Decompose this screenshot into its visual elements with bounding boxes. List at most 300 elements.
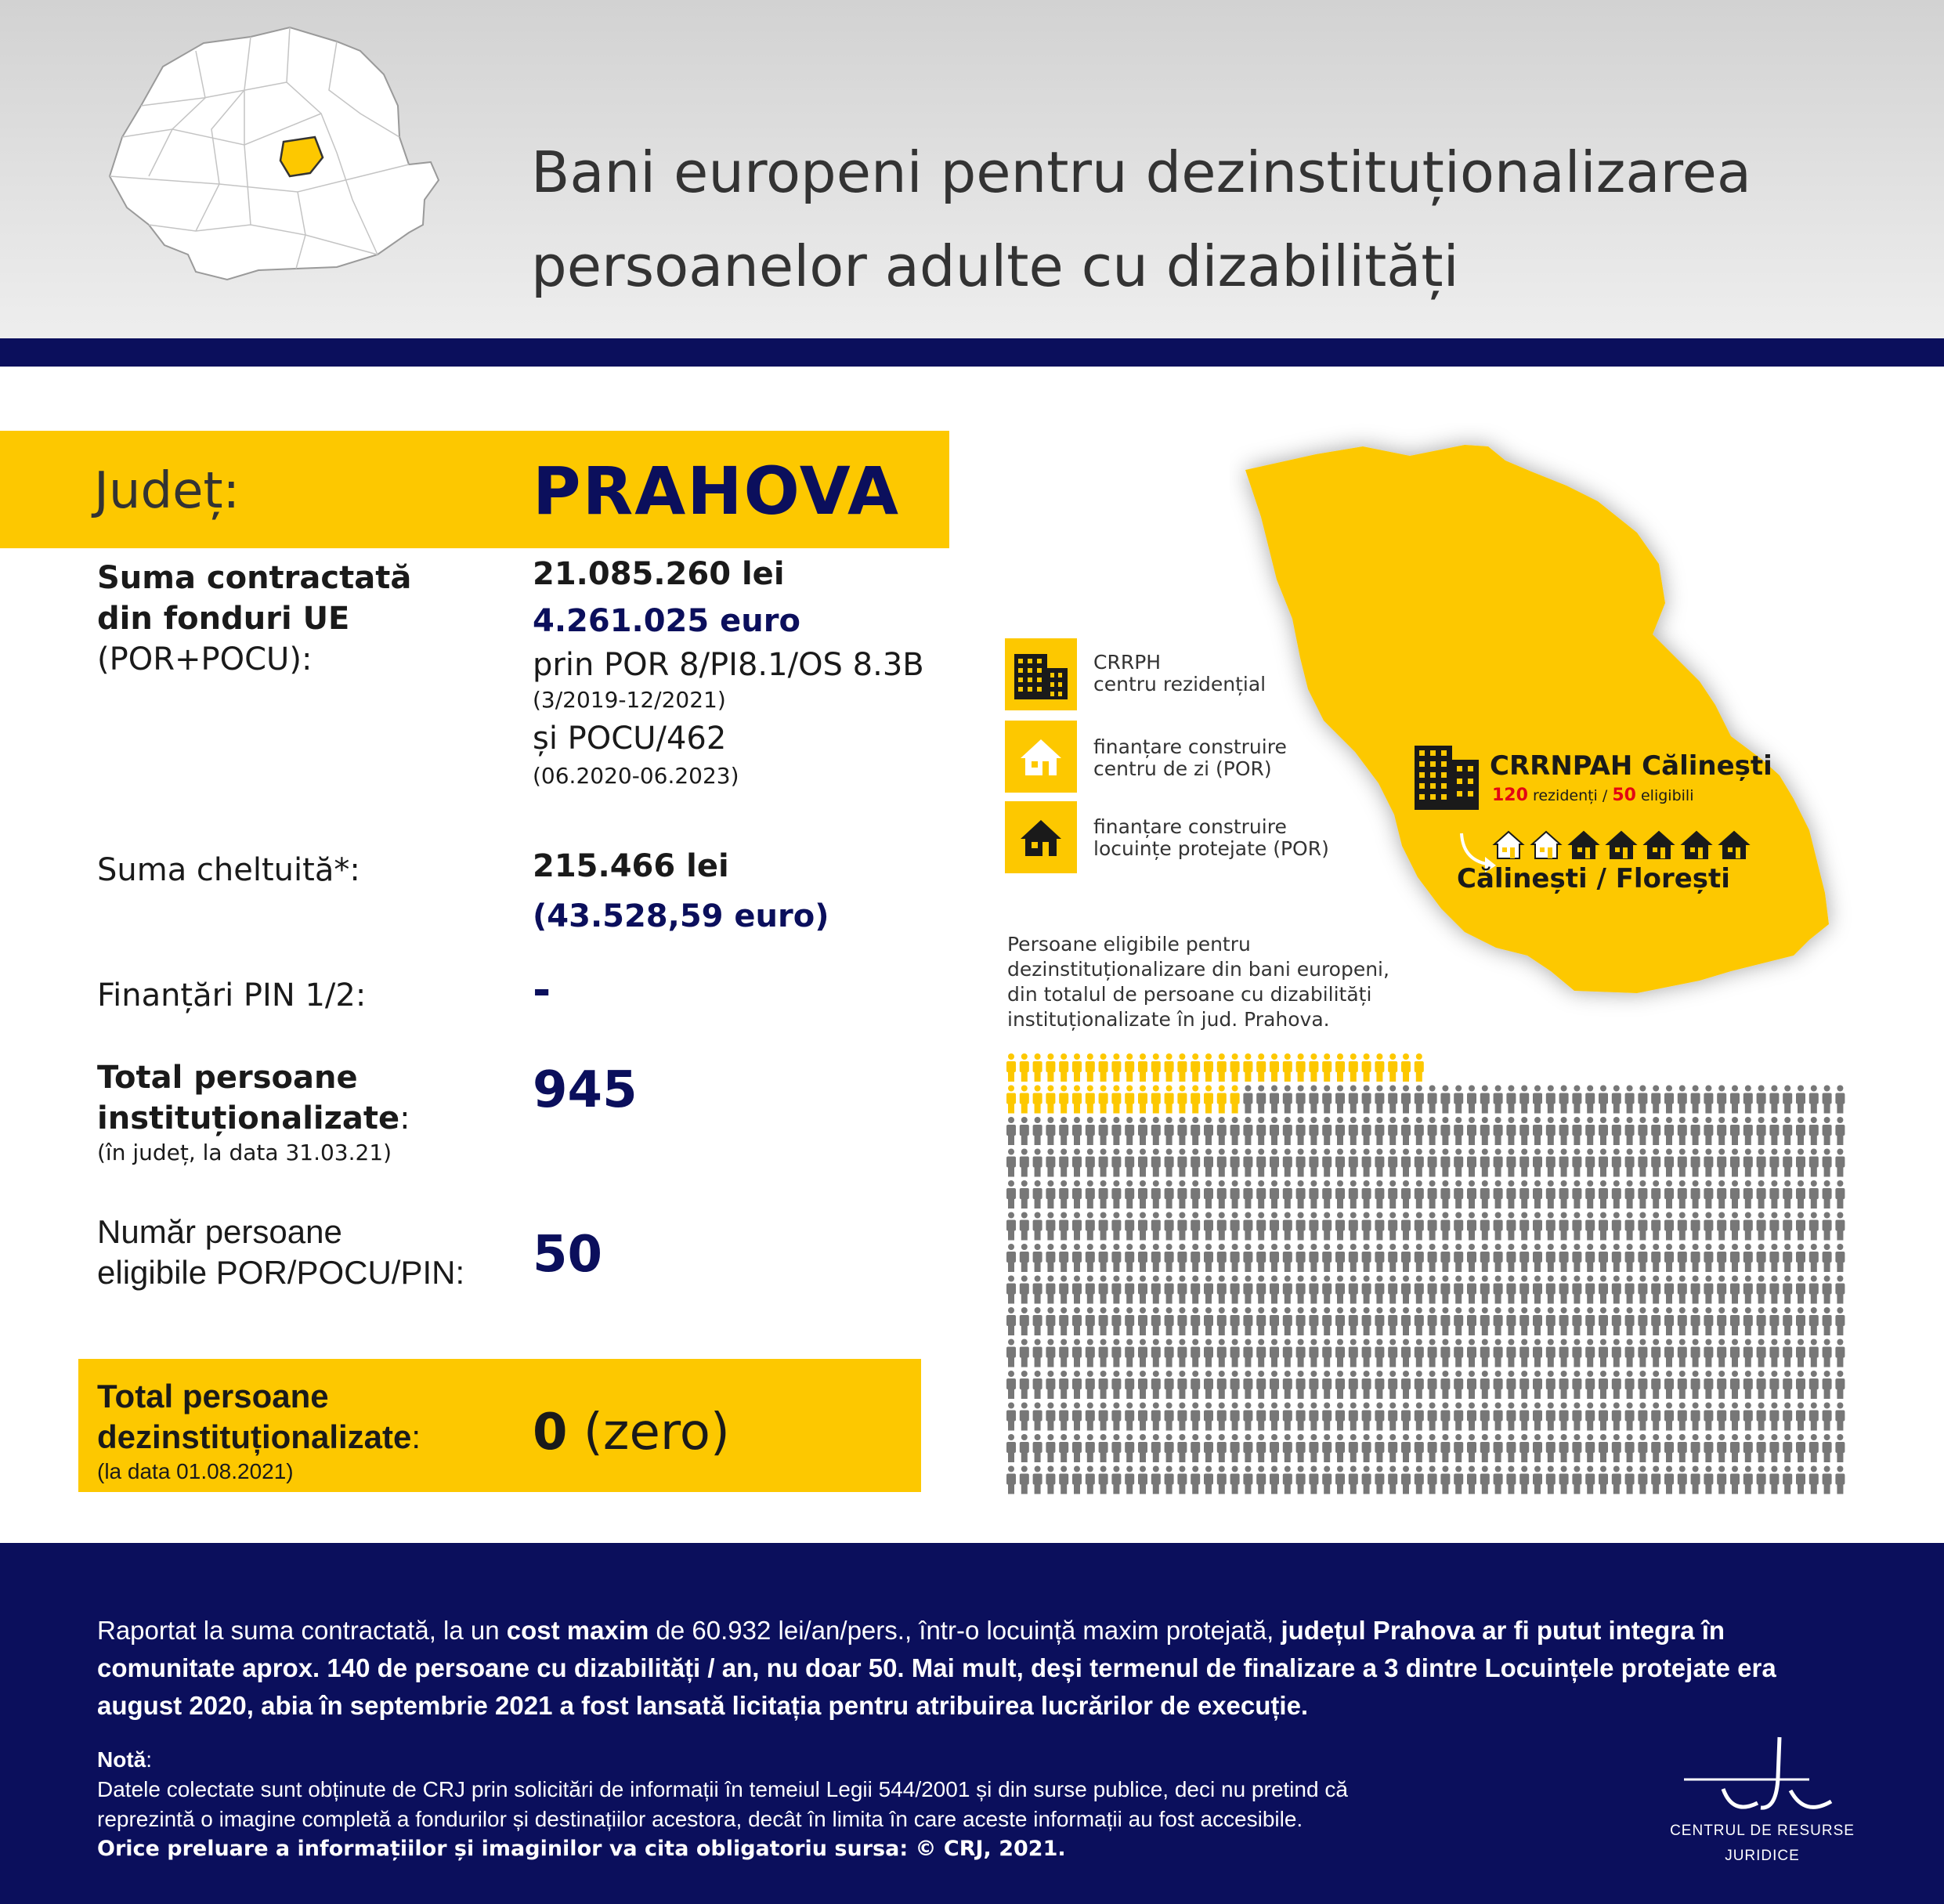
person xyxy=(1296,1244,1306,1272)
person xyxy=(1283,1149,1292,1177)
romania-map xyxy=(102,20,446,302)
person xyxy=(1823,1117,1832,1145)
legend-text-protected-housing: finanțare construire locuințe protejate (POR) xyxy=(1093,815,1329,860)
person xyxy=(1533,1339,1542,1367)
person xyxy=(1783,1117,1792,1145)
person xyxy=(1506,1117,1516,1145)
person xyxy=(1086,1307,1095,1335)
person xyxy=(1480,1149,1490,1177)
person xyxy=(1191,1276,1200,1304)
person xyxy=(1625,1307,1635,1335)
person-eligible xyxy=(1230,1053,1240,1082)
person xyxy=(1480,1212,1490,1241)
person xyxy=(1111,1371,1121,1399)
person xyxy=(1572,1466,1581,1494)
person-eligible xyxy=(1191,1086,1200,1114)
person xyxy=(1204,1403,1213,1431)
person xyxy=(1796,1149,1805,1177)
person xyxy=(1691,1466,1700,1494)
person xyxy=(1533,1403,1542,1431)
person xyxy=(1072,1371,1082,1399)
person xyxy=(1177,1149,1187,1177)
person xyxy=(1256,1339,1266,1367)
person xyxy=(1783,1307,1792,1335)
person xyxy=(1559,1307,1569,1335)
person xyxy=(1335,1371,1345,1399)
person xyxy=(1191,1212,1200,1241)
person xyxy=(1559,1434,1569,1462)
person xyxy=(1651,1466,1660,1494)
person xyxy=(1835,1371,1845,1399)
person xyxy=(1256,1149,1266,1177)
person xyxy=(1533,1212,1542,1241)
person xyxy=(1309,1244,1318,1272)
person xyxy=(1349,1434,1358,1462)
person xyxy=(1835,1149,1845,1177)
person-eligible xyxy=(1191,1053,1200,1082)
person xyxy=(1612,1149,1621,1177)
person xyxy=(1612,1434,1621,1462)
person xyxy=(1809,1276,1819,1304)
person xyxy=(1322,1403,1332,1431)
person xyxy=(1678,1371,1687,1399)
person xyxy=(1506,1180,1516,1209)
person xyxy=(1033,1307,1042,1335)
person xyxy=(1533,1117,1542,1145)
person xyxy=(1651,1180,1660,1209)
person xyxy=(1033,1403,1042,1431)
person-eligible xyxy=(1086,1053,1095,1082)
person xyxy=(1243,1149,1252,1177)
person xyxy=(1428,1339,1437,1367)
person xyxy=(1270,1371,1279,1399)
person xyxy=(1809,1371,1819,1399)
person xyxy=(1138,1434,1147,1462)
person xyxy=(1362,1117,1371,1145)
title-line-1: Bani europeni pentru dezinstituționalizarea xyxy=(531,139,1751,205)
person xyxy=(1559,1149,1569,1177)
person xyxy=(1309,1180,1318,1209)
person xyxy=(1086,1403,1095,1431)
person xyxy=(1362,1466,1371,1494)
person xyxy=(1428,1307,1437,1335)
person xyxy=(1546,1307,1556,1335)
person xyxy=(1165,1403,1174,1431)
person xyxy=(1046,1180,1055,1209)
person xyxy=(1046,1244,1055,1272)
person xyxy=(1375,1244,1384,1272)
person xyxy=(1006,1149,1016,1177)
person xyxy=(1678,1117,1687,1145)
person xyxy=(1638,1244,1647,1272)
person xyxy=(1572,1434,1581,1462)
person xyxy=(1585,1371,1595,1399)
person xyxy=(1678,1339,1687,1367)
person xyxy=(1599,1244,1608,1272)
person xyxy=(1177,1339,1187,1367)
person xyxy=(1519,1086,1529,1114)
person xyxy=(1230,1244,1240,1272)
house-light-icon xyxy=(1530,829,1563,862)
person xyxy=(1823,1086,1832,1114)
person xyxy=(1230,1117,1240,1145)
person xyxy=(1059,1149,1068,1177)
person xyxy=(1454,1117,1463,1145)
person xyxy=(1349,1244,1358,1272)
person xyxy=(1533,1086,1542,1114)
person xyxy=(1678,1276,1687,1304)
person xyxy=(1704,1117,1713,1145)
person xyxy=(1296,1371,1306,1399)
person xyxy=(1783,1180,1792,1209)
person xyxy=(1796,1086,1805,1114)
person xyxy=(1809,1339,1819,1367)
person xyxy=(1546,1339,1556,1367)
person xyxy=(1415,1339,1424,1367)
person-eligible xyxy=(1322,1053,1332,1082)
person xyxy=(1743,1371,1753,1399)
person xyxy=(1165,1339,1174,1367)
person xyxy=(1138,1307,1147,1335)
person xyxy=(1440,1307,1450,1335)
person xyxy=(1020,1403,1029,1431)
person xyxy=(1769,1434,1779,1462)
person xyxy=(1046,1117,1055,1145)
person xyxy=(1111,1212,1121,1241)
person xyxy=(1270,1086,1279,1114)
person xyxy=(1428,1117,1437,1145)
county-label: Județ: xyxy=(94,462,240,520)
person xyxy=(1217,1149,1227,1177)
person xyxy=(1388,1339,1397,1367)
person-eligible xyxy=(1033,1086,1042,1114)
person xyxy=(1283,1244,1292,1272)
person xyxy=(1270,1307,1279,1335)
person xyxy=(1533,1434,1542,1462)
person xyxy=(1664,1434,1674,1462)
person xyxy=(1283,1212,1292,1241)
person xyxy=(1388,1117,1397,1145)
person xyxy=(1138,1403,1147,1431)
person xyxy=(1006,1307,1016,1335)
person xyxy=(1440,1339,1450,1367)
person xyxy=(1440,1434,1450,1462)
person xyxy=(1638,1117,1647,1145)
person xyxy=(1362,1244,1371,1272)
person xyxy=(1362,1339,1371,1367)
person xyxy=(1585,1339,1595,1367)
person xyxy=(1388,1180,1397,1209)
person xyxy=(1533,1466,1542,1494)
person xyxy=(1072,1180,1082,1209)
person xyxy=(1111,1149,1121,1177)
crj-logo-text: CENTRUL DE RESURSE JURIDICE xyxy=(1670,1823,1855,1864)
person xyxy=(1506,1403,1516,1431)
person xyxy=(1572,1403,1581,1431)
person xyxy=(1651,1339,1660,1367)
person xyxy=(1506,1244,1516,1272)
person xyxy=(1835,1117,1845,1145)
person xyxy=(1823,1149,1832,1177)
person xyxy=(1243,1403,1252,1431)
house-dark-icon xyxy=(1605,829,1638,862)
person xyxy=(1191,1180,1200,1209)
person xyxy=(1664,1180,1674,1209)
person xyxy=(1678,1244,1687,1272)
person xyxy=(1349,1117,1358,1145)
person xyxy=(1704,1339,1713,1367)
person xyxy=(1506,1339,1516,1367)
person xyxy=(1757,1307,1766,1335)
person xyxy=(1111,1307,1121,1335)
person xyxy=(1322,1307,1332,1335)
person xyxy=(1217,1307,1227,1335)
house-dark-icon xyxy=(1567,829,1600,862)
person xyxy=(1006,1276,1016,1304)
person xyxy=(1678,1466,1687,1494)
person xyxy=(1125,1371,1134,1399)
person xyxy=(1177,1244,1187,1272)
person xyxy=(1717,1149,1726,1177)
person xyxy=(1099,1180,1108,1209)
person xyxy=(1230,1276,1240,1304)
person xyxy=(1454,1212,1463,1241)
person xyxy=(1335,1180,1345,1209)
person xyxy=(1519,1117,1529,1145)
person xyxy=(1375,1307,1384,1335)
person xyxy=(1283,1339,1292,1367)
person xyxy=(1349,1086,1358,1114)
person xyxy=(1769,1180,1779,1209)
person xyxy=(1664,1276,1674,1304)
person xyxy=(1730,1403,1740,1431)
person xyxy=(1322,1212,1332,1241)
person xyxy=(1177,1466,1187,1494)
person xyxy=(1309,1434,1318,1462)
person xyxy=(1743,1086,1753,1114)
person xyxy=(1217,1180,1227,1209)
spent-label: Suma cheltuită*: xyxy=(97,852,360,888)
person xyxy=(1322,1434,1332,1462)
person xyxy=(1757,1339,1766,1367)
funding-program-1: prin POR 8/PI8.1/OS 8.3B xyxy=(533,647,924,683)
people-chart-caption: Persoane eligibile pentru dezinstituționalizare din bani europeni, din totalul de persoane cu dizabilități instituționalizate în jud. Prahova. xyxy=(1007,933,1389,1031)
person xyxy=(1046,1371,1055,1399)
person xyxy=(1428,1212,1437,1241)
person xyxy=(1585,1244,1595,1272)
person-eligible xyxy=(1349,1053,1358,1082)
person xyxy=(1559,1403,1569,1431)
legend-box-protected-housing xyxy=(1005,801,1077,873)
person xyxy=(1664,1307,1674,1335)
person xyxy=(1322,1086,1332,1114)
person xyxy=(1151,1276,1161,1304)
person xyxy=(1388,1244,1397,1272)
person xyxy=(1691,1117,1700,1145)
person xyxy=(1454,1434,1463,1462)
person xyxy=(1375,1212,1384,1241)
person xyxy=(1309,1403,1318,1431)
person xyxy=(1730,1466,1740,1494)
person xyxy=(1283,1276,1292,1304)
person xyxy=(1270,1244,1279,1272)
person xyxy=(1678,1434,1687,1462)
person xyxy=(1796,1339,1805,1367)
person xyxy=(1651,1276,1660,1304)
person xyxy=(1730,1244,1740,1272)
person xyxy=(1296,1149,1306,1177)
person xyxy=(1006,1180,1016,1209)
person xyxy=(1283,1371,1292,1399)
person xyxy=(1165,1244,1174,1272)
person xyxy=(1349,1149,1358,1177)
person xyxy=(1270,1117,1279,1145)
funding-program-1-period: (3/2019-12/2021) xyxy=(533,687,726,713)
person xyxy=(1835,1086,1845,1114)
person xyxy=(1428,1086,1437,1114)
person xyxy=(1612,1276,1621,1304)
person xyxy=(1020,1212,1029,1241)
person xyxy=(1086,1212,1095,1241)
person xyxy=(1651,1307,1660,1335)
person xyxy=(1717,1403,1726,1431)
person xyxy=(1691,1403,1700,1431)
person xyxy=(1243,1434,1252,1462)
person xyxy=(1440,1180,1450,1209)
person xyxy=(1454,1307,1463,1335)
person xyxy=(1375,1086,1384,1114)
person xyxy=(1125,1276,1134,1304)
person xyxy=(1809,1180,1819,1209)
person xyxy=(1625,1244,1635,1272)
person xyxy=(1757,1276,1766,1304)
person xyxy=(1572,1212,1581,1241)
person xyxy=(1625,1212,1635,1241)
person xyxy=(1243,1212,1252,1241)
person xyxy=(1296,1339,1306,1367)
person xyxy=(1743,1307,1753,1335)
person xyxy=(1072,1403,1082,1431)
person xyxy=(1059,1434,1068,1462)
person xyxy=(1020,1371,1029,1399)
person xyxy=(1612,1339,1621,1367)
person xyxy=(1322,1180,1332,1209)
person xyxy=(1388,1149,1397,1177)
person xyxy=(1428,1276,1437,1304)
person xyxy=(1349,1466,1358,1494)
person xyxy=(1454,1466,1463,1494)
crrnpah-building-icon xyxy=(1411,742,1482,813)
person xyxy=(1415,1371,1424,1399)
pin-label: Finanțări PIN 1/2: xyxy=(97,977,367,1013)
person xyxy=(1638,1403,1647,1431)
person xyxy=(1454,1086,1463,1114)
person-eligible xyxy=(1059,1053,1068,1082)
person xyxy=(1572,1149,1581,1177)
person xyxy=(1349,1339,1358,1367)
person xyxy=(1651,1086,1660,1114)
person xyxy=(1494,1244,1503,1272)
person xyxy=(1823,1212,1832,1241)
person xyxy=(1809,1466,1819,1494)
person xyxy=(1309,1466,1318,1494)
person xyxy=(1467,1180,1476,1209)
person xyxy=(1086,1276,1095,1304)
person xyxy=(1599,1307,1608,1335)
person xyxy=(1217,1466,1227,1494)
person xyxy=(1599,1371,1608,1399)
person xyxy=(1375,1276,1384,1304)
person xyxy=(1691,1244,1700,1272)
person xyxy=(1349,1403,1358,1431)
deinstitutionalized-value: 0 (zero) xyxy=(533,1404,730,1461)
person-eligible xyxy=(1270,1053,1279,1082)
person xyxy=(1256,1180,1266,1209)
person xyxy=(1401,1434,1411,1462)
person xyxy=(1546,1149,1556,1177)
person xyxy=(1559,1212,1569,1241)
person xyxy=(1717,1339,1726,1367)
person xyxy=(1440,1086,1450,1114)
person xyxy=(1046,1403,1055,1431)
person xyxy=(1125,1117,1134,1145)
funding-euro: 4.261.025 euro xyxy=(533,603,800,639)
person xyxy=(1230,1403,1240,1431)
person xyxy=(1651,1212,1660,1241)
person xyxy=(1651,1434,1660,1462)
person xyxy=(1480,1371,1490,1399)
person xyxy=(1769,1117,1779,1145)
person xyxy=(1757,1434,1766,1462)
person xyxy=(1138,1339,1147,1367)
person xyxy=(1691,1339,1700,1367)
person xyxy=(1743,1117,1753,1145)
person xyxy=(1585,1212,1595,1241)
person xyxy=(1322,1244,1332,1272)
person xyxy=(1217,1434,1227,1462)
person xyxy=(1151,1117,1161,1145)
person xyxy=(1506,1276,1516,1304)
footer-summary: Raportat la suma contractată, la un cost maxim de 60.932 lei/an/pers., într-o locuință maxim protejată, județul Prahova ar fi putut integra în comunitate aprox. 140 de persoane cu dizabilități / an, nu doar 50. Mai mult, deși termenul de finalizare a 3 dintre Locuințele protejate era august 2020, abia în septembrie 2021 a fost lansată licitația pentru atribuirea lucrărilor de execuție. xyxy=(97,1616,1776,1720)
person xyxy=(1296,1434,1306,1462)
person xyxy=(1046,1212,1055,1241)
person xyxy=(1585,1434,1595,1462)
person xyxy=(1467,1117,1476,1145)
eligible-label: Număr persoane eligibile POR/POCU/PIN: xyxy=(97,1213,465,1291)
person xyxy=(1270,1149,1279,1177)
person xyxy=(1296,1276,1306,1304)
person xyxy=(1428,1244,1437,1272)
person-eligible xyxy=(1072,1086,1082,1114)
person xyxy=(1046,1339,1055,1367)
person xyxy=(1415,1180,1424,1209)
person xyxy=(1138,1149,1147,1177)
person xyxy=(1177,1434,1187,1462)
person-eligible xyxy=(1204,1086,1213,1114)
person xyxy=(1283,1466,1292,1494)
person-eligible xyxy=(1086,1086,1095,1114)
person xyxy=(1401,1307,1411,1335)
person xyxy=(1572,1307,1581,1335)
person xyxy=(1612,1117,1621,1145)
person xyxy=(1322,1339,1332,1367)
person xyxy=(1428,1434,1437,1462)
spent-euro: (43.528,59 euro) xyxy=(533,898,829,934)
person xyxy=(1664,1086,1674,1114)
person xyxy=(1033,1276,1042,1304)
person xyxy=(1796,1212,1805,1241)
person xyxy=(1204,1434,1213,1462)
